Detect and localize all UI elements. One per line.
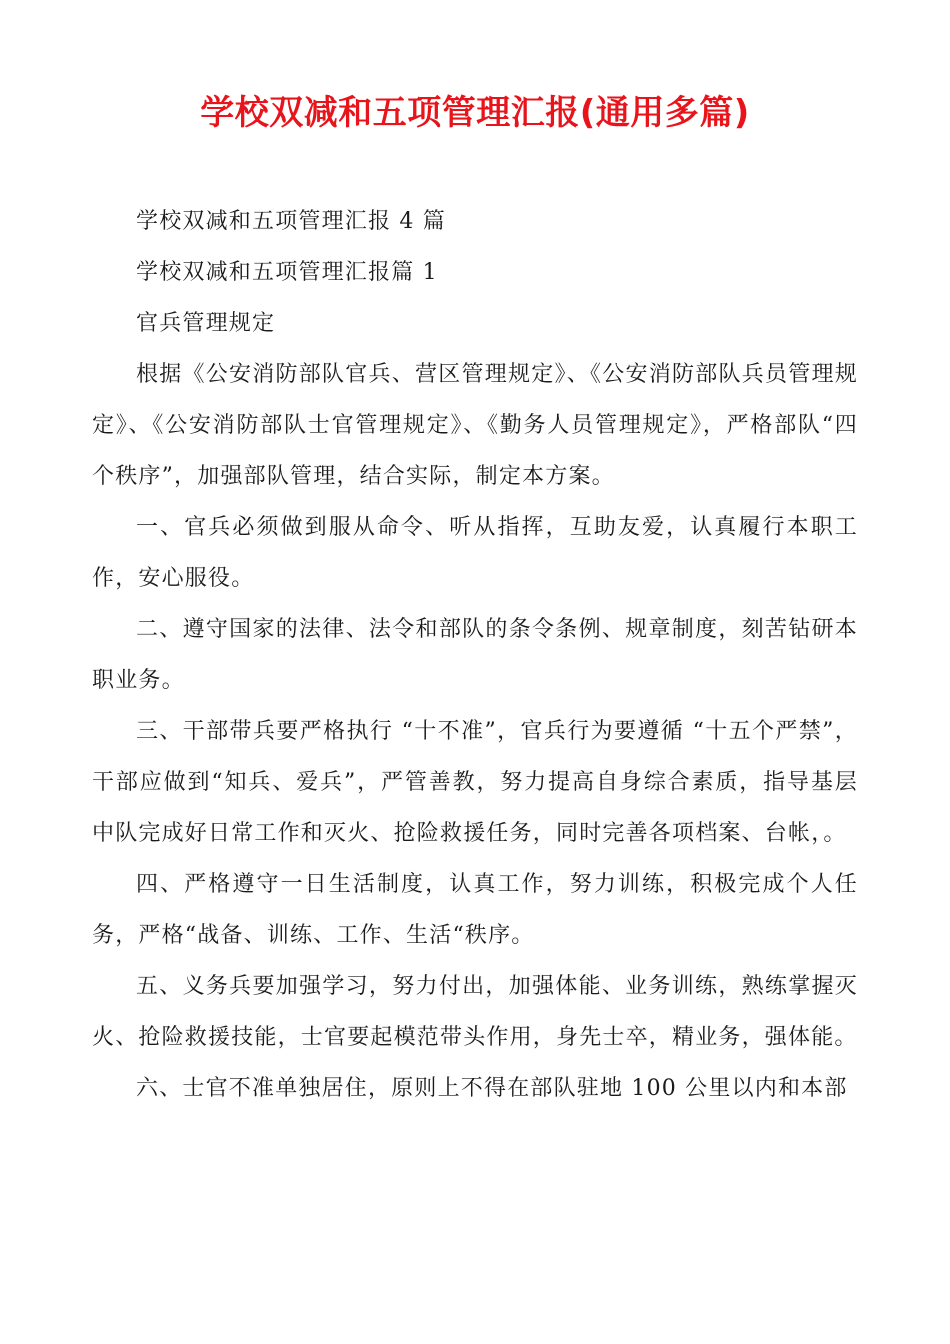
paragraph-rule-6: 六、士官不准单独居住，原则上不得在部队驻地 100 公里以内和本部 — [136, 1076, 848, 1101]
paragraph-subtitle: 学校双减和五项管理汇报 4 篇 — [136, 209, 446, 234]
document-title: 学校双减和五项管理汇报(通用多篇) — [200, 93, 750, 133]
paragraph-rule-2: 二、遵守国家的法律、法令和部队的条令条例、规章制度，刻苦钻研本职业务。 — [92, 617, 858, 693]
paragraph-rules-heading: 官兵管理规定 — [136, 311, 276, 336]
paragraph-section-heading: 学校双减和五项管理汇报篇 1 — [136, 260, 438, 285]
paragraph-rule-3: 三、干部带兵要严格执行 “十不准”，官兵行为要遵循 “十五个严禁”，干部应做到“知兵、爱兵”，严管善教，努力提高自身综合素质，指导基层中队完成好日常工作和灭火、抢险救援任务，同时完善各项档案、台帐，。 — [92, 719, 858, 846]
paragraph-intro: 根据《公安消防部队官兵、营区管理规定》、《公安消防部队兵员管理规定》、《公安消防部队士官管理规定》、《勤务人员管理规定》，严格部队“四个秩序”，加强部队管理，结合实际，制定本方案。 — [92, 362, 858, 489]
paragraph-rule-1: 一、官兵必须做到服从命令、听从指挥，互助友爱，认真履行本职工作，安心服役。 — [92, 515, 858, 591]
paragraph-rule-5: 五、义务兵要加强学习，努力付出，加强体能、业务训练，熟练掌握灭火、抢险救援技能，士官要起模范带头作用，身先士卒，精业务，强体能。 — [92, 974, 858, 1050]
document-body — [92, 196, 858, 1114]
paragraph-rule-4: 四、严格遵守一日生活制度，认真工作，努力训练，积极完成个人任务，严格“战备、训练、工作、生活“秩序。 — [92, 872, 858, 948]
